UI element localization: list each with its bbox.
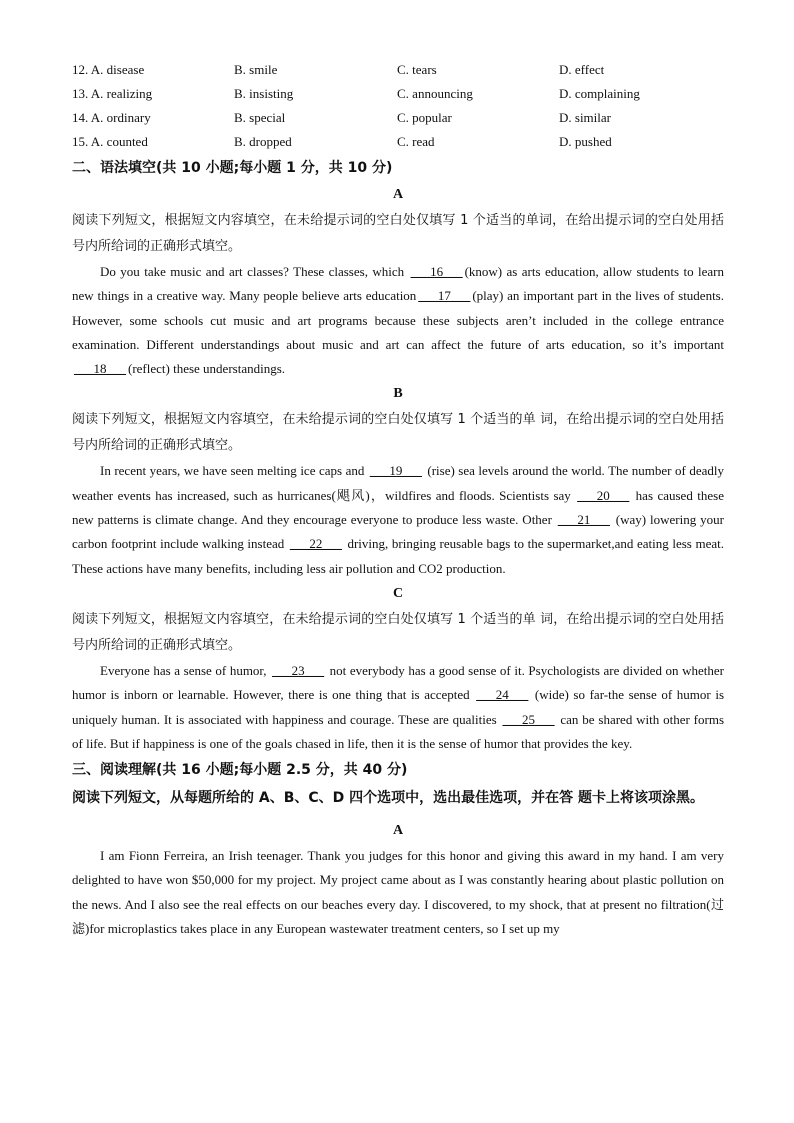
- blank-17[interactable]: ___17___: [418, 288, 471, 304]
- section-2-instruction: 阅读下列短文，根据短文内容填空，在未给提示词的空白处仅填写 1 个适当的单词，在给出提示词的空白处用括号内所给词的正确形式填空。: [72, 213, 724, 254]
- option-row-12: [72, 58, 724, 82]
- section-2-instruction-c: 阅读下列短文，根据短文内容填空，在未给提示词的空白处仅填写 1 个适当的单 词，在给出提示词的空白处用括号内所给词的正确形式填空。: [72, 611, 724, 653]
- passage-a-text: Do you take music and art classes? These classes, which ___16___ (know) as arts education, allow students to learn new things in a creative way. Many people believe arts education ___17___ (play) an important part in the lives of students. However, some schools cut music and art programs because these subjects aren’t included in the college entrance examination. Different understandings about music and art can affect the future of arts education, so it’s important ___18___ (reflect) these understandings.: [72, 264, 725, 377]
- option-row-13: [72, 82, 724, 106]
- option-c: C. read: [397, 134, 435, 149]
- passage-c-text: Everyone has a sense of humor, ___23___ not everybody has a good sense of it. Psychologists are divided on whether humor is inborn or learnable. However, there is one thing that is accepted ___24___ (wide) so far-the sense of humor is uniquely human. It is associated with happiness and courage. These are qualities ___25___ can be shared with other forms of life. But if happiness is one of the goals chased in life, then it is the sense of humor that provides the key.: [72, 662, 725, 751]
- reading-a-text: I am Fionn Ferreira, an Irish teenager. Thank you judges for this honor and giving this award in my hand. I am very delighted to have won $50,000 for my project. My project came about as I was constantly hearing about plastic pollution on the news. And I also see the real effects on our beaches every day. I discovered, to my shock, that at present no filtration(过滤)for microplastics takes place in any European wastewater treatment centers, so I set up my: [72, 848, 724, 937]
- blank-16[interactable]: ___16___: [410, 264, 463, 279]
- section-3-title: 三、阅读理解(共 16 小题;每小题 2.5 分，共 40 分): [72, 762, 408, 779]
- blank-24[interactable]: ___24___: [476, 687, 529, 703]
- passage-a-letter: A: [392, 187, 404, 202]
- blank-23[interactable]: ___23___: [272, 662, 325, 678]
- options-list: [72, 58, 724, 154]
- option-b: B. special: [234, 110, 286, 125]
- blank-25[interactable]: ___25___: [502, 711, 555, 727]
- option-d: D. effect: [559, 62, 605, 77]
- option-a: 14. A. ordinary: [72, 110, 151, 125]
- option-a: 15. A. counted: [72, 134, 148, 149]
- option-d: D. complaining: [559, 86, 640, 101]
- blank-19[interactable]: ___19___: [369, 463, 422, 479]
- reading-a-letter: A: [392, 823, 404, 839]
- option-row-14: [72, 106, 724, 130]
- blank-18[interactable]: ___18___: [74, 361, 126, 377]
- option-a: 12. A. disease: [72, 62, 145, 77]
- option-b: B. smile: [234, 62, 278, 77]
- section-3-instruction: 阅读下列短文，从每题所给的 A、B、C、D 四个选项中，选出最佳选项，并在答 题卡上将该项涂黑。: [72, 790, 705, 807]
- section-2-title: 二、语法填空(共 10 小题;每小题 1 分，共 10 分): [72, 160, 393, 176]
- passage-c-letter: C: [392, 585, 404, 601]
- document-page: [72, 58, 724, 941]
- option-row-15: [72, 130, 724, 154]
- option-b: B. insisting: [234, 86, 294, 101]
- option-d: D. pushed: [559, 134, 612, 149]
- option-c: C. popular: [397, 110, 452, 125]
- option-c: C. tears: [397, 62, 437, 77]
- option-b: B. dropped: [234, 134, 292, 149]
- option-d: D. similar: [559, 110, 611, 125]
- blank-20[interactable]: ___20___: [577, 487, 630, 503]
- option-a: 13. A. realizing: [72, 86, 153, 101]
- section-2-instruction-b: 阅读下列短文，根据短文内容填空，在未给提示词的空白处仅填写 1 个适当的单 词，在给出提示词的空白处用括号内所给词的正确形式填空。: [72, 412, 724, 454]
- blank-21[interactable]: ___21___: [557, 512, 610, 528]
- passage-b-letter: B: [393, 386, 403, 402]
- blank-22[interactable]: ___22___: [289, 536, 342, 552]
- option-c: C. announcing: [397, 86, 473, 101]
- passage-b-text: In recent years, we have seen melting ice caps and ___19___ (rise) sea levels around the world. The number of deadly weather events has increased, such as hurricanes(飓风)，wildfires and floods. Scientists say ___20___ has caused these new patterns is climate change. And they encourage everyone to produce less waste. Other ___21___ (way) lowering your carbon footprint include walking instead ___22___ driving, bringing reusable bags to the supermarket,and eating less meat. These actions have many benefits, including less air pollution and CO2 production.: [72, 463, 725, 576]
